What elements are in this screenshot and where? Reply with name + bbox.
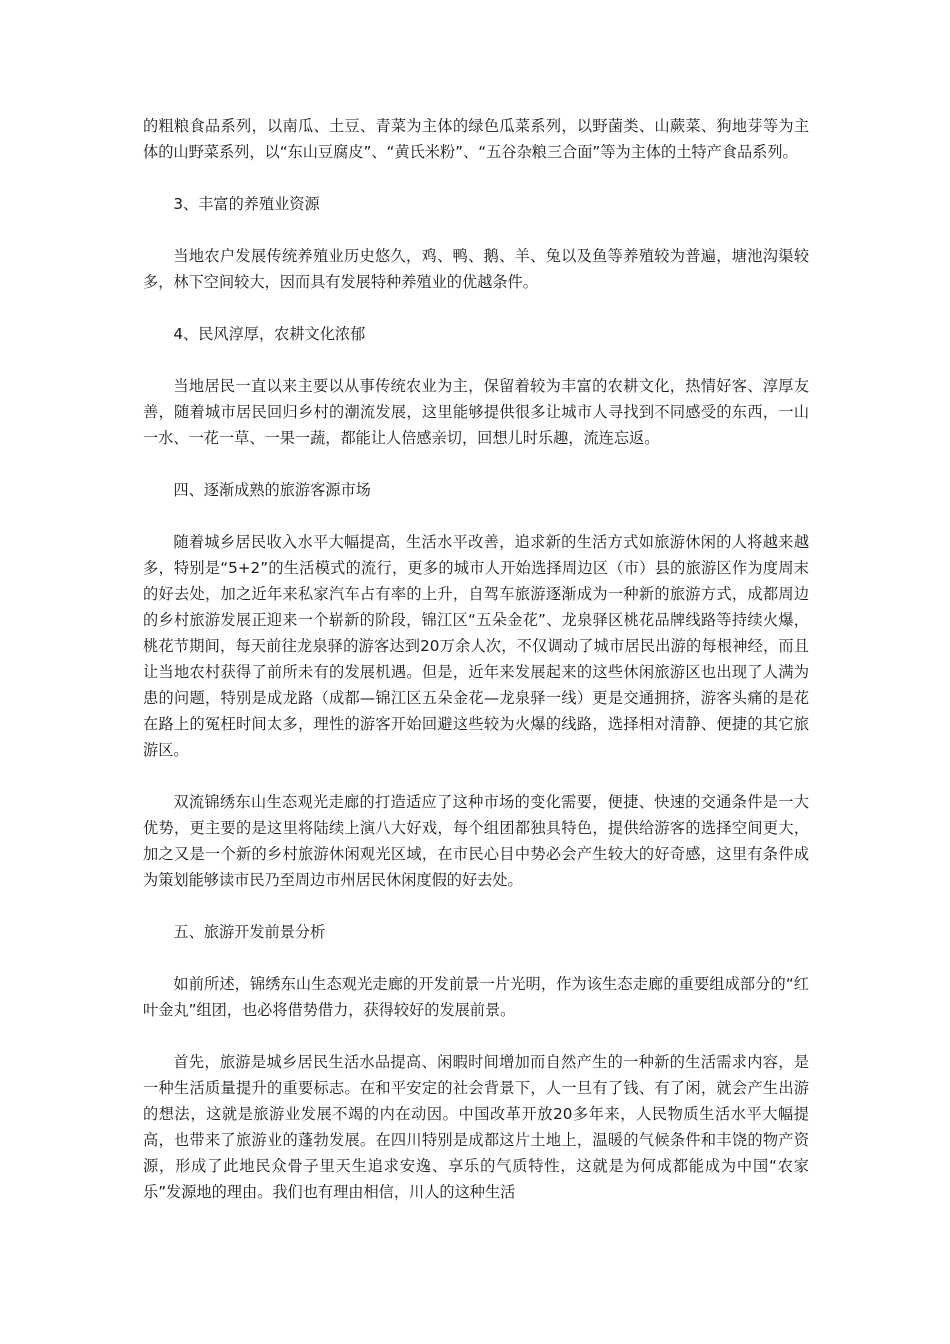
paragraph-breeding: 当地农户发展传统养殖业历史悠久，鸡、鸭、鹅、羊、兔以及鱼等养殖较为普遍，塘池沟渠较多，林下空间较大，因而具有发展特种养殖业的优越条件。 bbox=[143, 247, 809, 291]
paragraph-prospect-intro: 如前所述，锦绣东山生态观光走廊的开发前景一片光明，作为该生态走廊的重要组成部分的“红叶金丸”组团，也必将借势借力，获得较好的发展前景。 bbox=[143, 975, 809, 1019]
section-heading-tourist-market: 四、逐渐成熟的旅游客源市场 bbox=[173, 481, 371, 499]
section-heading-prospect-analysis: 五、旅游开发前景分析 bbox=[173, 923, 326, 941]
paragraph-continuation: 的粗粮食品系列，以南瓜、土豆、青菜为主体的绿色瓜菜系列，以野菌类、山蕨菜、狗地芽等为主体的山野菜系列，以“东山豆腐皮”、“黄氏米粉”、“五谷杂粮三合面”等为主体的土特产食品系列。 bbox=[143, 117, 809, 161]
document-page bbox=[143, 113, 809, 1231]
section-heading-folk-culture: 4、民风淳厚，农耕文化浓郁 bbox=[173, 325, 366, 343]
paragraph-folk-culture: 当地居民一直以来主要以从事传统农业为主，保留着较为丰富的农耕文化，热情好客、淳厚友善，随着城市居民回归乡村的潮流发展，这里能够提供很多让城市人寻找到不同感受的东西，一山一水、一花一草、一果一蔬，都能让人倍感亲切，回想儿时乐趣，流连忘返。 bbox=[143, 377, 809, 447]
paragraph-shuangliu-corridor: 双流锦绣东山生态观光走廊的打造适应了这种市场的变化需要，便捷、快速的交通条件是一大优势，更主要的是这里将陆续上演八大好戏，每个组团都独具特色，提供给游客的选择空间更大，加之又是一个新的乡村旅游休闲观光区域，在市民心目中势必会产生较大的好奇感，这里有条件成为策划能够读市民乃至周边市州居民休闲度假的好去处。 bbox=[143, 793, 809, 889]
paragraph-firstly: 首先，旅游是城乡居民生活水品提高、闲暇时间增加而自然产生的一种新的生活需求内容，是一种生活质量提升的重要标志。在和平安定的社会背景下，人一旦有了钱、有了闲，就会产生出游的想法，这就是旅游业发展不竭的内在动因。中国改革开放20多年来，人民物质生活水平大幅提高，也带来了旅游业的蓬勃发展。在四川特别是成都这片土地上，温暖的气候条件和丰饶的物产资源，形成了此地民众骨子里天生追求安逸、享乐的气质特性，这就是为何成都能成为中国“农家乐”发源地的理由。我们也有理由相信，川人的这种生活 bbox=[143, 1053, 809, 1201]
paragraph-tourist-market: 随着城乡居民收入水平大幅提高，生活水平改善，追求新的生活方式如旅游休闲的人将越来越多，特别是“5+2”的生活模式的流行，更多的城市人开始选择周边区（市）县的旅游区作为度周末的好去处，加之近年来私家汽车占有率的上升，自驾车旅游逐渐成为一种新的旅游方式，成都周边的乡村旅游发展正迎来一个崭新的阶段，锦江区“五朵金花”、龙泉驿区桃花品牌线路等持续火爆，桃花节期间，每天前往龙泉驿的游客达到20万余人次，不仅调动了城市居民出游的每根神经，而且让当地农村获得了前所未有的发展机遇。但是，近年来发展起来的这些休闲旅游区也出现了人满为患的问题，特别是成龙路（成都—锦江区五朵金花—龙泉驿一线）更是交通拥挤，游客头痛的是花在路上的冤枉时间太多，理性的游客开始回避这些较为火爆的线路，选择相对清静、便捷的其它旅游区。 bbox=[143, 533, 809, 759]
section-heading-breeding-resources: 3、丰富的养殖业资源 bbox=[173, 195, 320, 213]
